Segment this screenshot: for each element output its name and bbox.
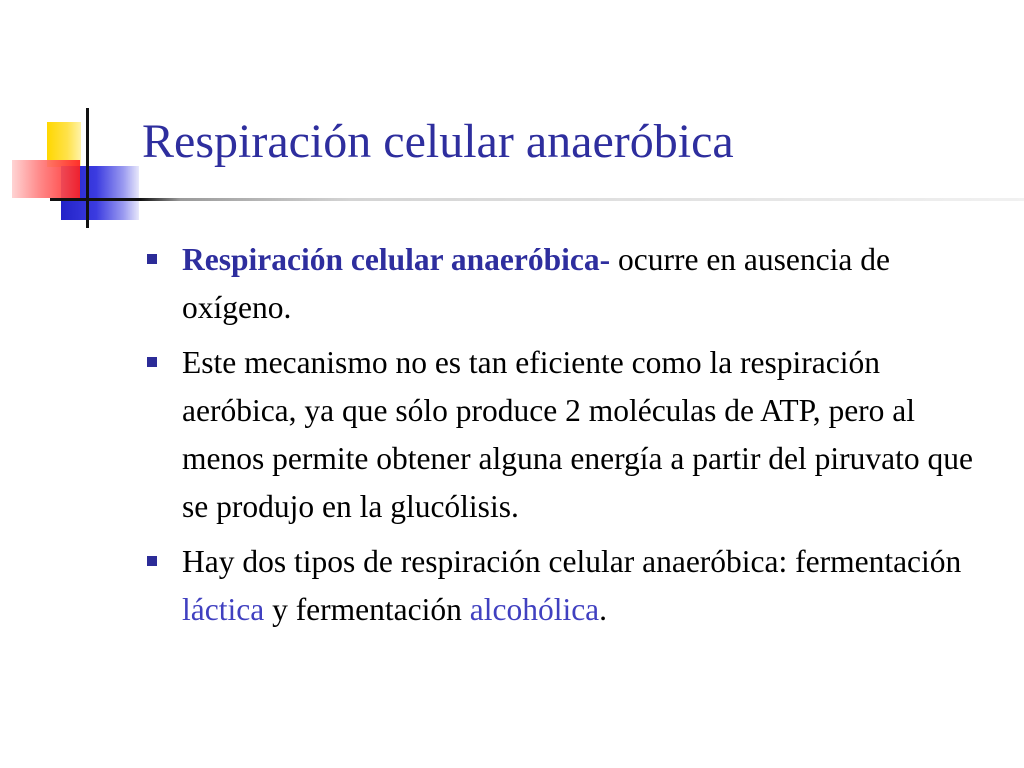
highlight-lactica: láctica xyxy=(182,592,265,627)
square-bullet-icon xyxy=(147,556,157,566)
square-bullet-icon xyxy=(147,357,157,367)
vertical-rule xyxy=(86,108,89,228)
bullet-item-definition xyxy=(145,236,975,332)
bullet-text: . xyxy=(599,592,608,627)
square-bullet-icon xyxy=(147,254,157,264)
bullet-text: y fermentación xyxy=(264,592,470,627)
highlight-alcoholica: alcohólica xyxy=(469,592,600,627)
bullet-text: Hay dos tipos de respiración celular anaeróbica: fermentación xyxy=(182,544,962,579)
bullet-item-types xyxy=(145,538,975,634)
bullet-list xyxy=(145,236,975,641)
bullet-item-efficiency xyxy=(145,339,975,531)
bullet-text: ocurre en ausencia de oxígeno. xyxy=(182,242,890,325)
color-squares-logo-icon xyxy=(0,0,150,240)
title-underline xyxy=(50,198,1024,201)
bullet-lead-term: Respiración celular anaeróbica- xyxy=(182,242,611,277)
bullet-text: Este mecanismo no es tan eficiente como la respiración aeróbica, ya que sólo produce 2 moléculas de ATP, pero al menos permite obtener alguna energía a partir del piruvato que se produjo en la glucólisis. xyxy=(182,345,973,524)
slide-title: Respiración celular anaeróbica xyxy=(142,115,734,168)
red-square-shape xyxy=(12,160,80,198)
